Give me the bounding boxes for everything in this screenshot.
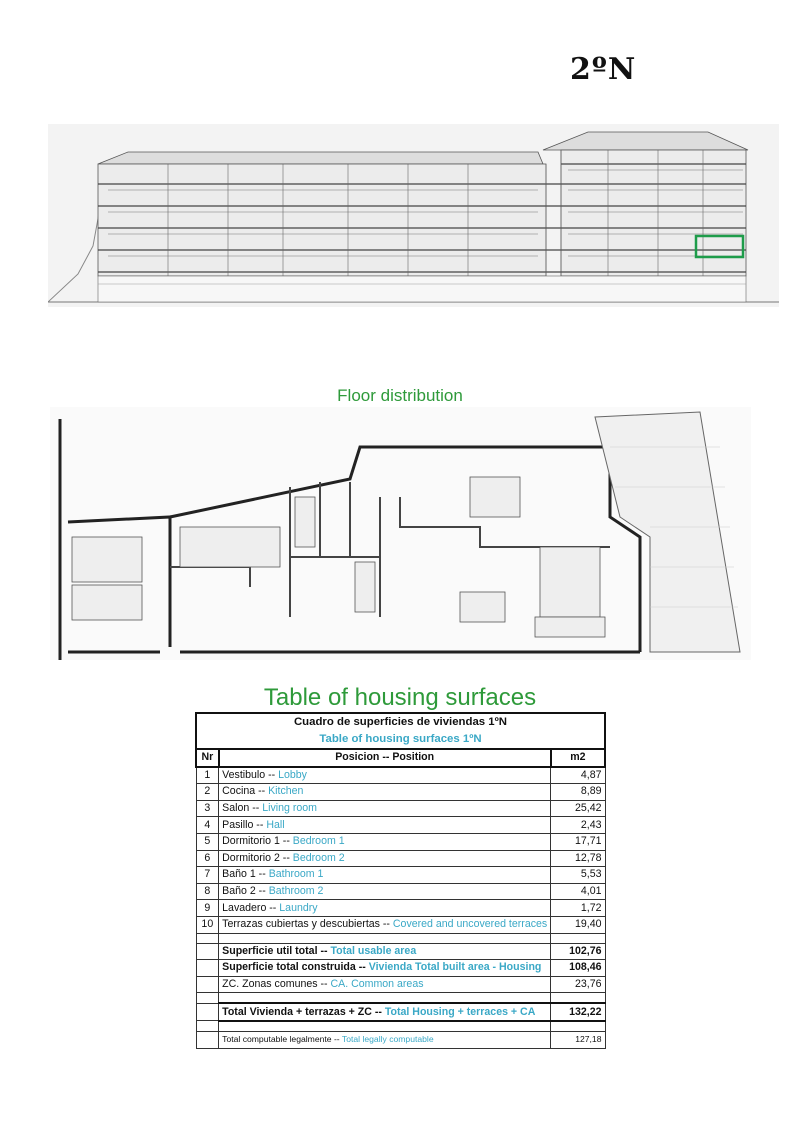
legal-computable-label-es: Total computable legalmente --: [222, 1034, 342, 1045]
position-english: Living room: [262, 802, 317, 815]
table-row: [196, 833, 605, 850]
position-spanish: Baño 2 --: [222, 885, 269, 898]
position-spanish: Vestibulo --: [222, 768, 279, 781]
table-caption-row: [196, 731, 605, 749]
row-position: [219, 900, 551, 917]
position-spanish: Cocina --: [222, 785, 269, 798]
column-header-m2: m2: [551, 749, 605, 767]
built-area-label-es: Superficie total construida --: [222, 961, 369, 974]
total-label-es: Total Vivienda + terrazas + ZC --: [222, 1005, 385, 1018]
common-areas-label-es: ZC. Zonas comunes --: [222, 978, 331, 991]
table-row: [196, 900, 605, 917]
legal-computable-label-en: Total legally computable: [341, 1034, 434, 1045]
row-position: [219, 850, 551, 867]
floor-distribution-heading: Floor distribution: [337, 386, 463, 405]
common-areas-label-en: CA. Common areas: [330, 978, 424, 991]
row-area-m2: 19,40: [551, 916, 605, 933]
usable-area-label-en: Total usable area: [330, 944, 417, 957]
common-areas-row: [196, 976, 605, 993]
row-position: [219, 883, 551, 900]
usable-area-value: 102,76: [551, 943, 605, 960]
usable-area-row: [196, 943, 605, 960]
position-english: Kitchen: [268, 785, 304, 798]
row-number: 4: [196, 817, 219, 834]
built-area-row: [196, 960, 605, 977]
row-number: 8: [196, 883, 219, 900]
row-position: [219, 800, 551, 817]
row-position: [219, 817, 551, 834]
position-english: Lobby: [278, 768, 307, 781]
table-row: [196, 850, 605, 867]
table-caption-spanish: Cuadro de superficies de viviendas 1ºN: [293, 716, 508, 728]
position-spanish: Salon --: [222, 802, 263, 815]
row-position: [219, 833, 551, 850]
row-area-m2: 25,42: [551, 800, 605, 817]
table-body: [196, 767, 605, 933]
table-header-row: [196, 749, 605, 767]
row-position: [219, 784, 551, 801]
row-area-m2: 12,78: [551, 850, 605, 867]
housing-surfaces-table: [195, 712, 606, 1049]
position-english: Hall: [266, 818, 285, 831]
position-english: Bedroom 2: [292, 851, 345, 864]
row-number: 2: [196, 784, 219, 801]
table-row: [196, 867, 605, 884]
table-row: [196, 767, 605, 784]
row-number: 9: [196, 900, 219, 917]
row-area-m2: 8,89: [551, 784, 605, 801]
row-area-m2: 4,01: [551, 883, 605, 900]
page-title: 2ºN: [570, 52, 637, 87]
row-position: [219, 767, 551, 784]
table-row: [196, 784, 605, 801]
legal-computable-row: [196, 1031, 605, 1048]
position-english: Bathroom 1: [268, 868, 324, 881]
row-area-m2: 2,43: [551, 817, 605, 834]
table-row: [196, 800, 605, 817]
row-number: 5: [196, 833, 219, 850]
floor-plan-drawing: [50, 407, 751, 660]
row-number: 3: [196, 800, 219, 817]
table-row: [196, 916, 605, 933]
table-caption-row: [196, 713, 605, 731]
position-spanish: Terrazas cubiertas y descubiertas --: [222, 918, 393, 931]
position-spanish: Baño 1 --: [222, 868, 269, 881]
row-area-m2: 1,72: [551, 900, 605, 917]
position-spanish: Lavadero --: [222, 901, 280, 914]
row-position: [219, 916, 551, 933]
total-value: 132,22: [551, 1003, 605, 1021]
table-heading: Table of housing surfaces: [263, 684, 537, 711]
row-number: 6: [196, 850, 219, 867]
position-english: Bedroom 1: [292, 835, 345, 848]
table-caption-english: Table of housing surfaces 1ºN: [319, 733, 482, 745]
column-header-position: Posicion -- Position: [219, 749, 551, 767]
column-header-nr: Nr: [196, 749, 219, 767]
legal-computable-value: 127,18: [551, 1031, 605, 1048]
row-area-m2: 17,71: [551, 833, 605, 850]
position-spanish: Dormitorio 2 --: [222, 851, 293, 864]
position-english: Bathroom 2: [268, 885, 324, 898]
table-row: [196, 817, 605, 834]
position-spanish: Dormitorio 1 --: [222, 835, 293, 848]
building-elevation-drawing: [48, 124, 779, 307]
row-area-m2: 4,87: [551, 767, 605, 784]
position-english: Laundry: [279, 901, 318, 914]
row-number: 10: [196, 916, 219, 933]
table-row: [196, 883, 605, 900]
common-areas-value: 23,76: [551, 976, 605, 993]
total-row: [196, 1003, 605, 1021]
usable-area-label-es: Superficie util total --: [222, 944, 331, 957]
built-area-value: 108,46: [551, 960, 605, 977]
row-position: [219, 867, 551, 884]
row-number: 1: [196, 767, 219, 784]
row-area-m2: 5,53: [551, 867, 605, 884]
position-english: Covered and uncovered terraces: [392, 918, 548, 931]
total-label-en: Total Housing + terraces + CA: [384, 1005, 536, 1018]
built-area-label-en: Vivienda Total built area - Housing: [368, 961, 542, 974]
position-spanish: Pasillo --: [222, 818, 267, 831]
row-number: 7: [196, 867, 219, 884]
